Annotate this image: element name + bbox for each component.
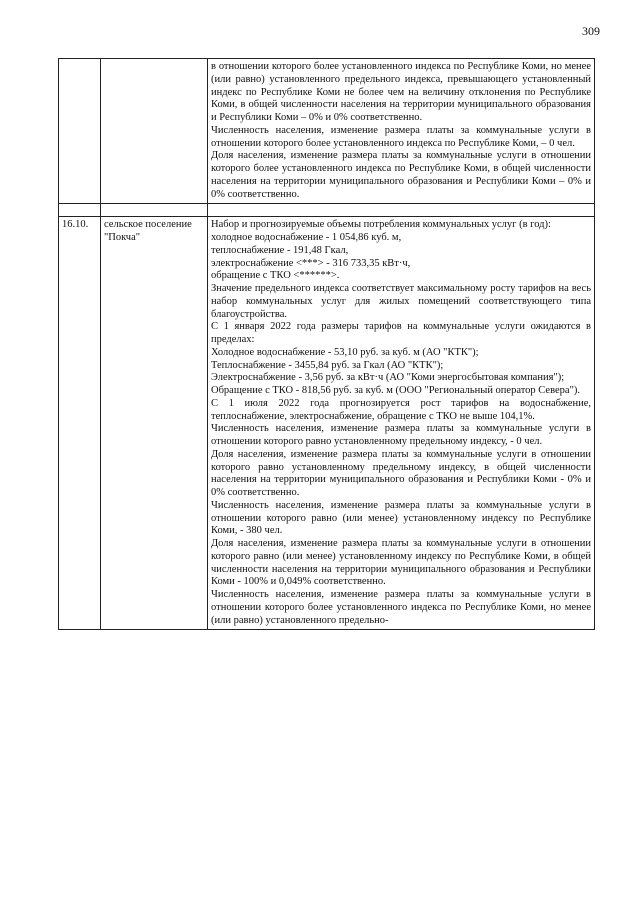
page-number: 309 xyxy=(582,24,600,38)
description-paragraph: обращение с ТКО <******>. xyxy=(211,270,340,282)
description-paragraph: Доля населения, изменение размера платы за коммунальные услуги в отношении которого равно (или менее) установленному индексу по Республике Коми, в общей численности населения на территории муниципального образования и Республики Коми - 100% и 0,049% соответственно. xyxy=(211,538,591,588)
description-paragraph: холодное водоснабжение - 1 054,86 куб. м, xyxy=(211,232,402,243)
description-paragraph: теплоснабжение - 191,48 Гкал, xyxy=(211,244,349,256)
description-paragraph: Холодное водоснабжение - 53,10 руб. за куб. м (АО "КТК"); xyxy=(211,346,479,358)
spacer-cell xyxy=(101,204,208,217)
description-paragraph: Численность населения, изменение размера платы за коммунальные услуги в отношении которого более установленного индекса по Республике Коми, – 0 чел. xyxy=(211,124,591,149)
settlement-name-cell: сельское поселение "Покча" xyxy=(101,217,208,630)
row-number-cell xyxy=(59,59,101,204)
table-row-continuation xyxy=(59,59,595,204)
description-paragraph: Численность населения, изменение размера платы за коммунальные услуги в отношении которого более установленного индекса по Республике Коми, но менее (или равно) установленного предельно- xyxy=(211,589,591,626)
description-cell xyxy=(208,59,595,204)
table-row-pokcha xyxy=(59,217,595,630)
row-number-cell: 16.10. xyxy=(59,217,101,630)
spacer-cell xyxy=(208,204,595,217)
description-paragraph: электроснабжение <***> - 316 733,35 кВт·ч, xyxy=(211,257,411,269)
description-paragraph: Доля населения, изменение размера платы за коммунальные услуги в отношении которого более установленного индекса по Республике Коми, в общей численности населения на территории муниципального образования и Республики Коми – 0% и 0% соответственно. xyxy=(211,150,591,200)
description-paragraph: Электроснабжение - 3,56 руб. за кВт·ч (АО "Коми энергосбытовая компания"); xyxy=(211,372,565,384)
description-paragraph: Набор и прогнозируемые объемы потребления коммунальных услуг (в год): xyxy=(211,219,551,231)
description-cell xyxy=(208,217,595,630)
description-paragraph: Численность населения, изменение размера платы за коммунальные услуги в отношении которого равно установленному предельному индексу, - 0 чел. xyxy=(211,423,591,447)
description-paragraph: в отношении которого более установленного индекса по Республике Коми, но менее (или равно) установленного предельного индекса, превышающего установленный индекс по Республике Коми не более чем на величину отклонения по Республике Коми, в общей численности населения на территории муниципального образования и Республики Коми – 0% и 0% соответственно. xyxy=(211,61,591,123)
tariff-table xyxy=(58,58,595,630)
description-paragraph: С 1 января 2022 года размеры тарифов на коммунальные услуги ожидаются в пределах: xyxy=(211,321,591,345)
description-paragraph: Численность населения, изменение размера платы за коммунальные услуги в отношении которого равно (или менее) установленному индексу по Республике Коми, - 380 чел. xyxy=(211,499,591,537)
description-paragraph: Обращение с ТКО - 818,56 руб. за куб. м (ООО "Региональный оператор Севера"). xyxy=(211,385,580,396)
description-paragraph: Значение предельного индекса соответствует максимальному росту тарифов на весь набор коммунальных услуг для жилых помещений соответствующего типа благоустройства. xyxy=(211,283,591,320)
description-paragraph: Доля населения, изменение размера платы за коммунальные услуги в отношении которого равно установленному предельному индексу, в общей численности населения на территории муниципального образования и Республики Коми - 0% и 0% соответственно. xyxy=(211,448,591,498)
spacer-cell xyxy=(59,204,101,217)
description-paragraph: С 1 июля 2022 года прогнозируется рост тарифов на водоснабжение, теплоснабжение, электроснабжение, обращение с ТКО не выше 104,1%. xyxy=(211,397,591,422)
settlement-name-cell xyxy=(101,59,208,204)
table-row-spacer xyxy=(59,204,595,217)
description-paragraph: Теплоснабжение - 3455,84 руб. за Гкал (АО "КТК"); xyxy=(211,359,444,371)
